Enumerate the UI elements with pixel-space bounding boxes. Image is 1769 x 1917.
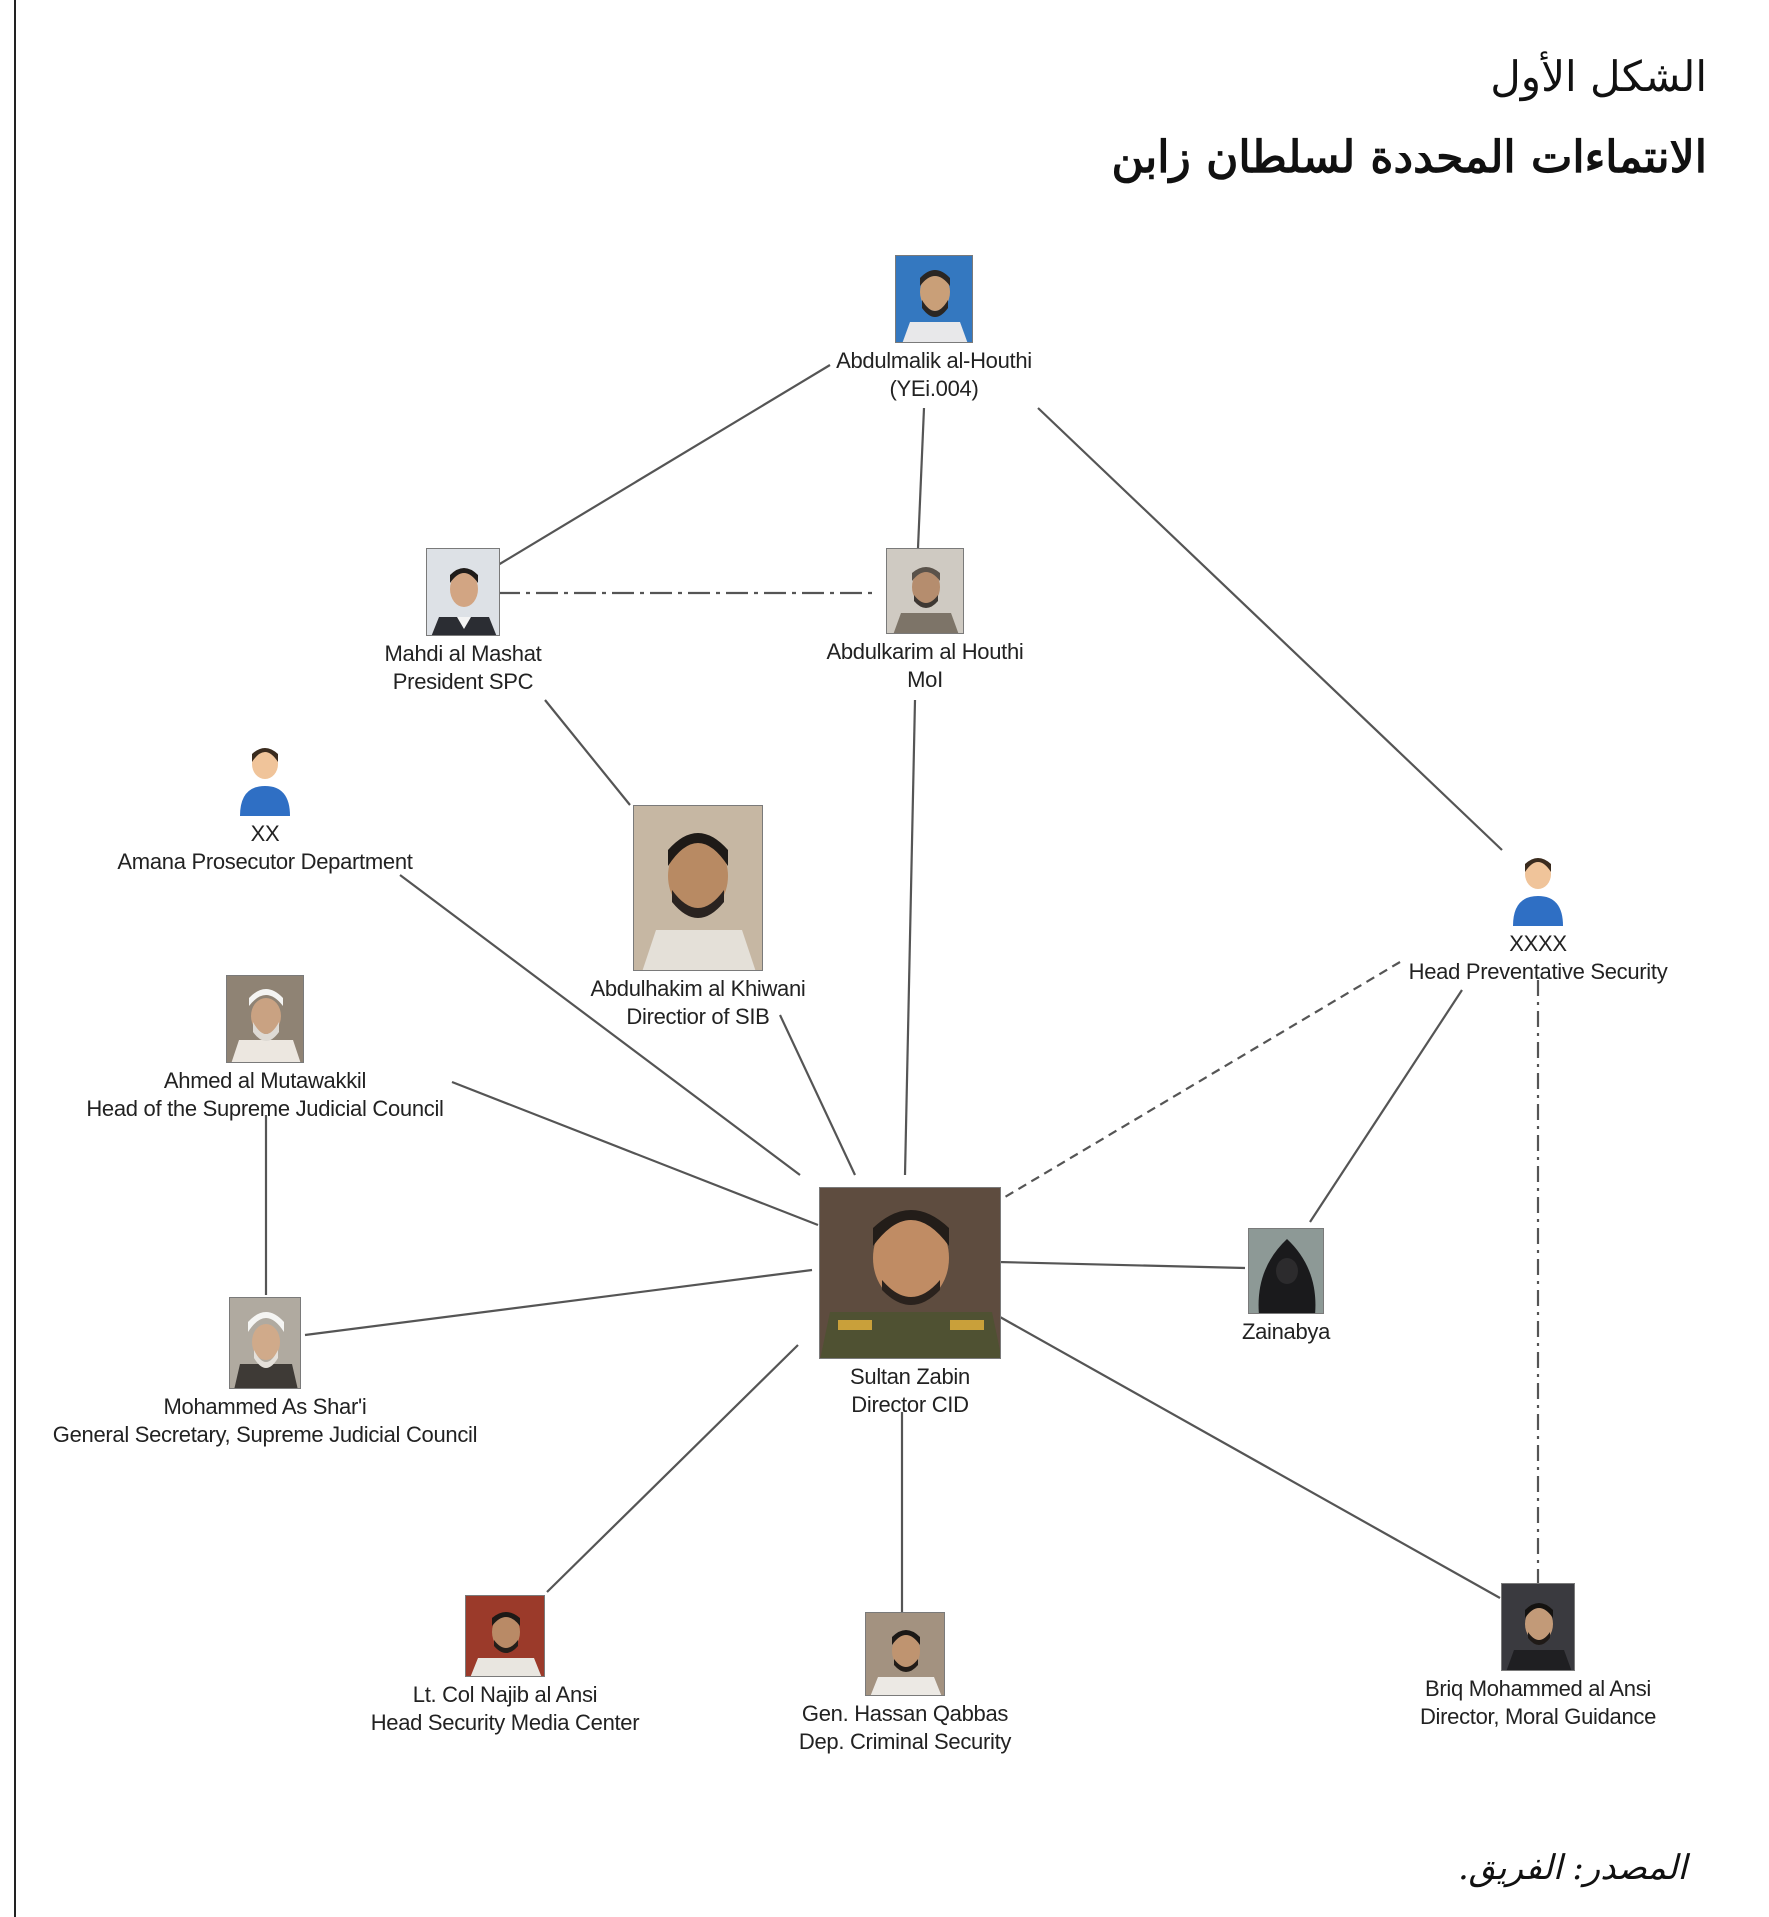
node-xx[interactable] [100, 738, 430, 876]
name-mashat: Mahdi al Mashat [384, 641, 542, 666]
edge-houthi-abdulkarim [918, 408, 924, 548]
role-xx: Amana Prosecutor Department [117, 849, 413, 874]
node-zainabya[interactable] [1211, 1228, 1361, 1346]
name-qabbas: Gen. Hassan Qabbas [801, 1701, 1009, 1726]
figure-label: الشكل الأول [1490, 52, 1707, 101]
edge-zabin-mohansi [1000, 1317, 1500, 1598]
label-xxxx [1409, 930, 1668, 986]
figure-title: الانتماءات المحددة لسلطان زابن [1111, 132, 1707, 183]
portrait-shari [229, 1297, 301, 1389]
edge-xxxx-zabin [1000, 962, 1400, 1200]
node-najib-al-ansi[interactable] [355, 1595, 655, 1737]
name-abdulmalik: Abdulmalik al-Houthi [836, 348, 1032, 373]
label-mashat [385, 640, 542, 696]
name-najib: Lt. Col Najib al Ansi [412, 1682, 598, 1707]
name-zabin: Sultan Zabin [850, 1364, 970, 1389]
name-mohansi: Briq Mohammed al Ansi [1424, 1676, 1652, 1701]
label-xx [117, 820, 412, 876]
role-najib: Head Security Media Center [370, 1710, 640, 1735]
person-icon [1509, 848, 1567, 926]
node-ahmed-al-mutawakkil[interactable] [80, 975, 450, 1123]
name-xxxx: XXXX [1509, 931, 1567, 956]
label-shari [53, 1393, 477, 1449]
portrait-zabin [819, 1187, 1001, 1359]
label-qabbas [799, 1700, 1011, 1756]
node-abdulmalik-al-houthi[interactable] [794, 255, 1074, 403]
label-abdulmalik [836, 347, 1032, 403]
name-khiwani: Abdulhakim al Khiwani [590, 976, 806, 1001]
role-mashat: President SPC [392, 669, 534, 694]
portrait-figure [466, 1596, 545, 1677]
portrait-figure [896, 256, 973, 343]
role-qabbas: Dep. Criminal Security [798, 1729, 1012, 1754]
role-mutawakkil: Head of the Supreme Judicial Council [86, 1096, 444, 1121]
portrait-mutawakkil [226, 975, 304, 1063]
node-sultan-zabin[interactable] [780, 1187, 1040, 1419]
portrait-figure [887, 549, 964, 634]
node-xxxx[interactable] [1398, 848, 1678, 986]
node-hassan-qabbas[interactable] [765, 1612, 1045, 1756]
portrait-figure [820, 1188, 1001, 1359]
portrait-figure [634, 806, 763, 971]
person-icon [236, 738, 294, 816]
portrait-figure [1502, 1584, 1575, 1671]
node-abdulkarim-al-houthi[interactable] [800, 548, 1050, 694]
portrait-najib [465, 1595, 545, 1677]
edge-mutawakkil-zabin [452, 1082, 818, 1225]
portrait-figure [230, 1298, 301, 1389]
label-abdulkarim [827, 638, 1024, 694]
node-mahdi-al-mashat[interactable] [338, 548, 588, 696]
edge-houthi-xxxx [1038, 408, 1502, 850]
role-zabin: Director CID [851, 1392, 969, 1417]
label-najib [371, 1681, 640, 1737]
portrait-qabbas [865, 1612, 945, 1696]
role-abdulkarim: MoI [907, 667, 943, 692]
source-note [1448, 1848, 1687, 1888]
name-zainabya: Zainabya [1241, 1319, 1331, 1344]
role-xxxx: Head Preventative Security [1408, 959, 1668, 984]
portrait-abdulkarim [886, 548, 964, 634]
edge-xxxx-zainabya [1310, 990, 1462, 1222]
label-zabin [850, 1363, 970, 1419]
label-mohansi [1420, 1675, 1656, 1731]
name-mutawakkil: Ahmed al Mutawakkil [163, 1068, 367, 1093]
role-shari: General Secretary, Supreme Judicial Council [52, 1422, 478, 1447]
edge-abdulkarim-zabin [905, 700, 915, 1175]
name-abdulkarim: Abdulkarim al Houthi [826, 639, 1024, 664]
portrait-figure [1249, 1229, 1324, 1314]
node-abdulhakim-al-khiwani[interactable] [573, 805, 823, 1031]
portrait-figure [427, 549, 500, 636]
name-xx: XX [250, 821, 280, 846]
name-shari: Mohammed As Shar'i [163, 1394, 367, 1419]
role-abdulmalik: (YEi.004) [889, 376, 979, 401]
source-label: المصدر: [1572, 1848, 1687, 1888]
portrait-mohansi [1501, 1583, 1575, 1671]
edge-zabin-najib [547, 1345, 798, 1592]
source-value: الفريق. [1457, 1848, 1563, 1888]
role-mohansi: Director, Moral Guidance [1419, 1704, 1657, 1729]
label-zainabya [1242, 1318, 1330, 1346]
edge-mashat-khiwani [545, 700, 630, 805]
edge-houthi-mashat [498, 365, 830, 565]
person-icon-svg [1509, 848, 1567, 926]
node-mohammed-as-shari[interactable] [45, 1297, 485, 1449]
label-mutawakkil [86, 1067, 443, 1123]
node-briq-mohammed-al-ansi[interactable] [1393, 1583, 1683, 1731]
label-khiwani [590, 975, 805, 1031]
portrait-figure [227, 976, 304, 1063]
portrait-mashat [426, 548, 500, 636]
portrait-zainabya [1248, 1228, 1324, 1314]
portrait-khiwani [633, 805, 763, 971]
portrait-abdulmalik [895, 255, 973, 343]
portrait-figure [866, 1613, 945, 1696]
edge-khiwani-zabin [780, 1015, 855, 1175]
person-icon-svg [236, 738, 294, 816]
role-khiwani: Directior of SIB [626, 1004, 770, 1029]
